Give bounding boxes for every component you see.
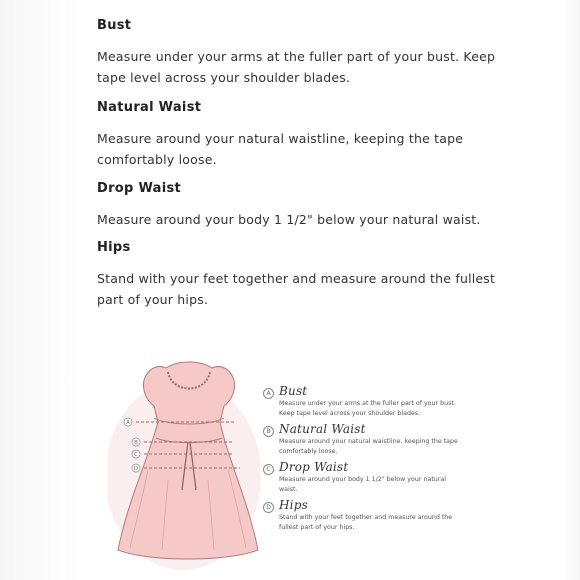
section-hips	[97, 238, 497, 310]
svg-text:B: B	[134, 440, 138, 447]
legend-letter: C	[263, 464, 274, 475]
section-natural-waist	[97, 98, 497, 170]
legend-title: Drop Waist	[279, 460, 349, 474]
svg-text:A: A	[126, 420, 130, 427]
section-heading: Bust	[97, 18, 132, 33]
marker-a	[124, 418, 132, 426]
marker-d	[132, 464, 140, 472]
legend-text: Stand with your feet together and measure around the fullest part of your hips.	[279, 514, 453, 531]
legend-item-bust	[263, 386, 463, 424]
section-heading: Drop Waist	[97, 181, 182, 196]
svg-text:D: D	[133, 466, 139, 473]
right-edge-shade	[564, 0, 580, 580]
section-bust	[97, 16, 497, 88]
legend-title: Natural Waist	[279, 422, 366, 436]
legend-letter: D	[263, 502, 274, 513]
section-description: Measure under your arms at the fuller part of your bust. Keep tape level across your shoulder blades.	[97, 49, 496, 85]
legend-text: Measure under your arms at the fuller part of your bust. Keep tape level across your shoulder blades.	[279, 400, 456, 417]
section-description: Measure around your natural waistline, keeping the tape comfortably loose.	[97, 131, 464, 167]
section-heading: Natural Waist	[97, 100, 202, 115]
legend-text: Measure around your body 1 1/2" below your natural waist.	[279, 476, 446, 493]
section-description: Measure around your body 1 1/2" below your natural waist.	[97, 212, 481, 227]
legend-item-natural-waist	[263, 424, 463, 462]
marker-c	[132, 450, 140, 458]
legend-item-drop-waist	[263, 462, 463, 500]
legend-title: Hips	[279, 498, 308, 512]
svg-text:C: C	[134, 452, 138, 459]
section-description: Stand with your feet together and measure around the fullest part of your hips.	[97, 271, 496, 307]
left-edge-shade	[0, 0, 82, 580]
section-drop-waist	[97, 179, 497, 230]
legend-letter: B	[263, 426, 274, 437]
legend-item-hips	[263, 500, 463, 538]
section-heading: Hips	[97, 240, 131, 255]
marker-b	[132, 438, 140, 446]
legend-title: Bust	[279, 384, 308, 398]
illustration-legend	[263, 386, 463, 538]
legend-text: Measure around your natural waistline, keeping the tape comfortably loose.	[279, 438, 458, 455]
legend-letter: A	[263, 388, 274, 399]
